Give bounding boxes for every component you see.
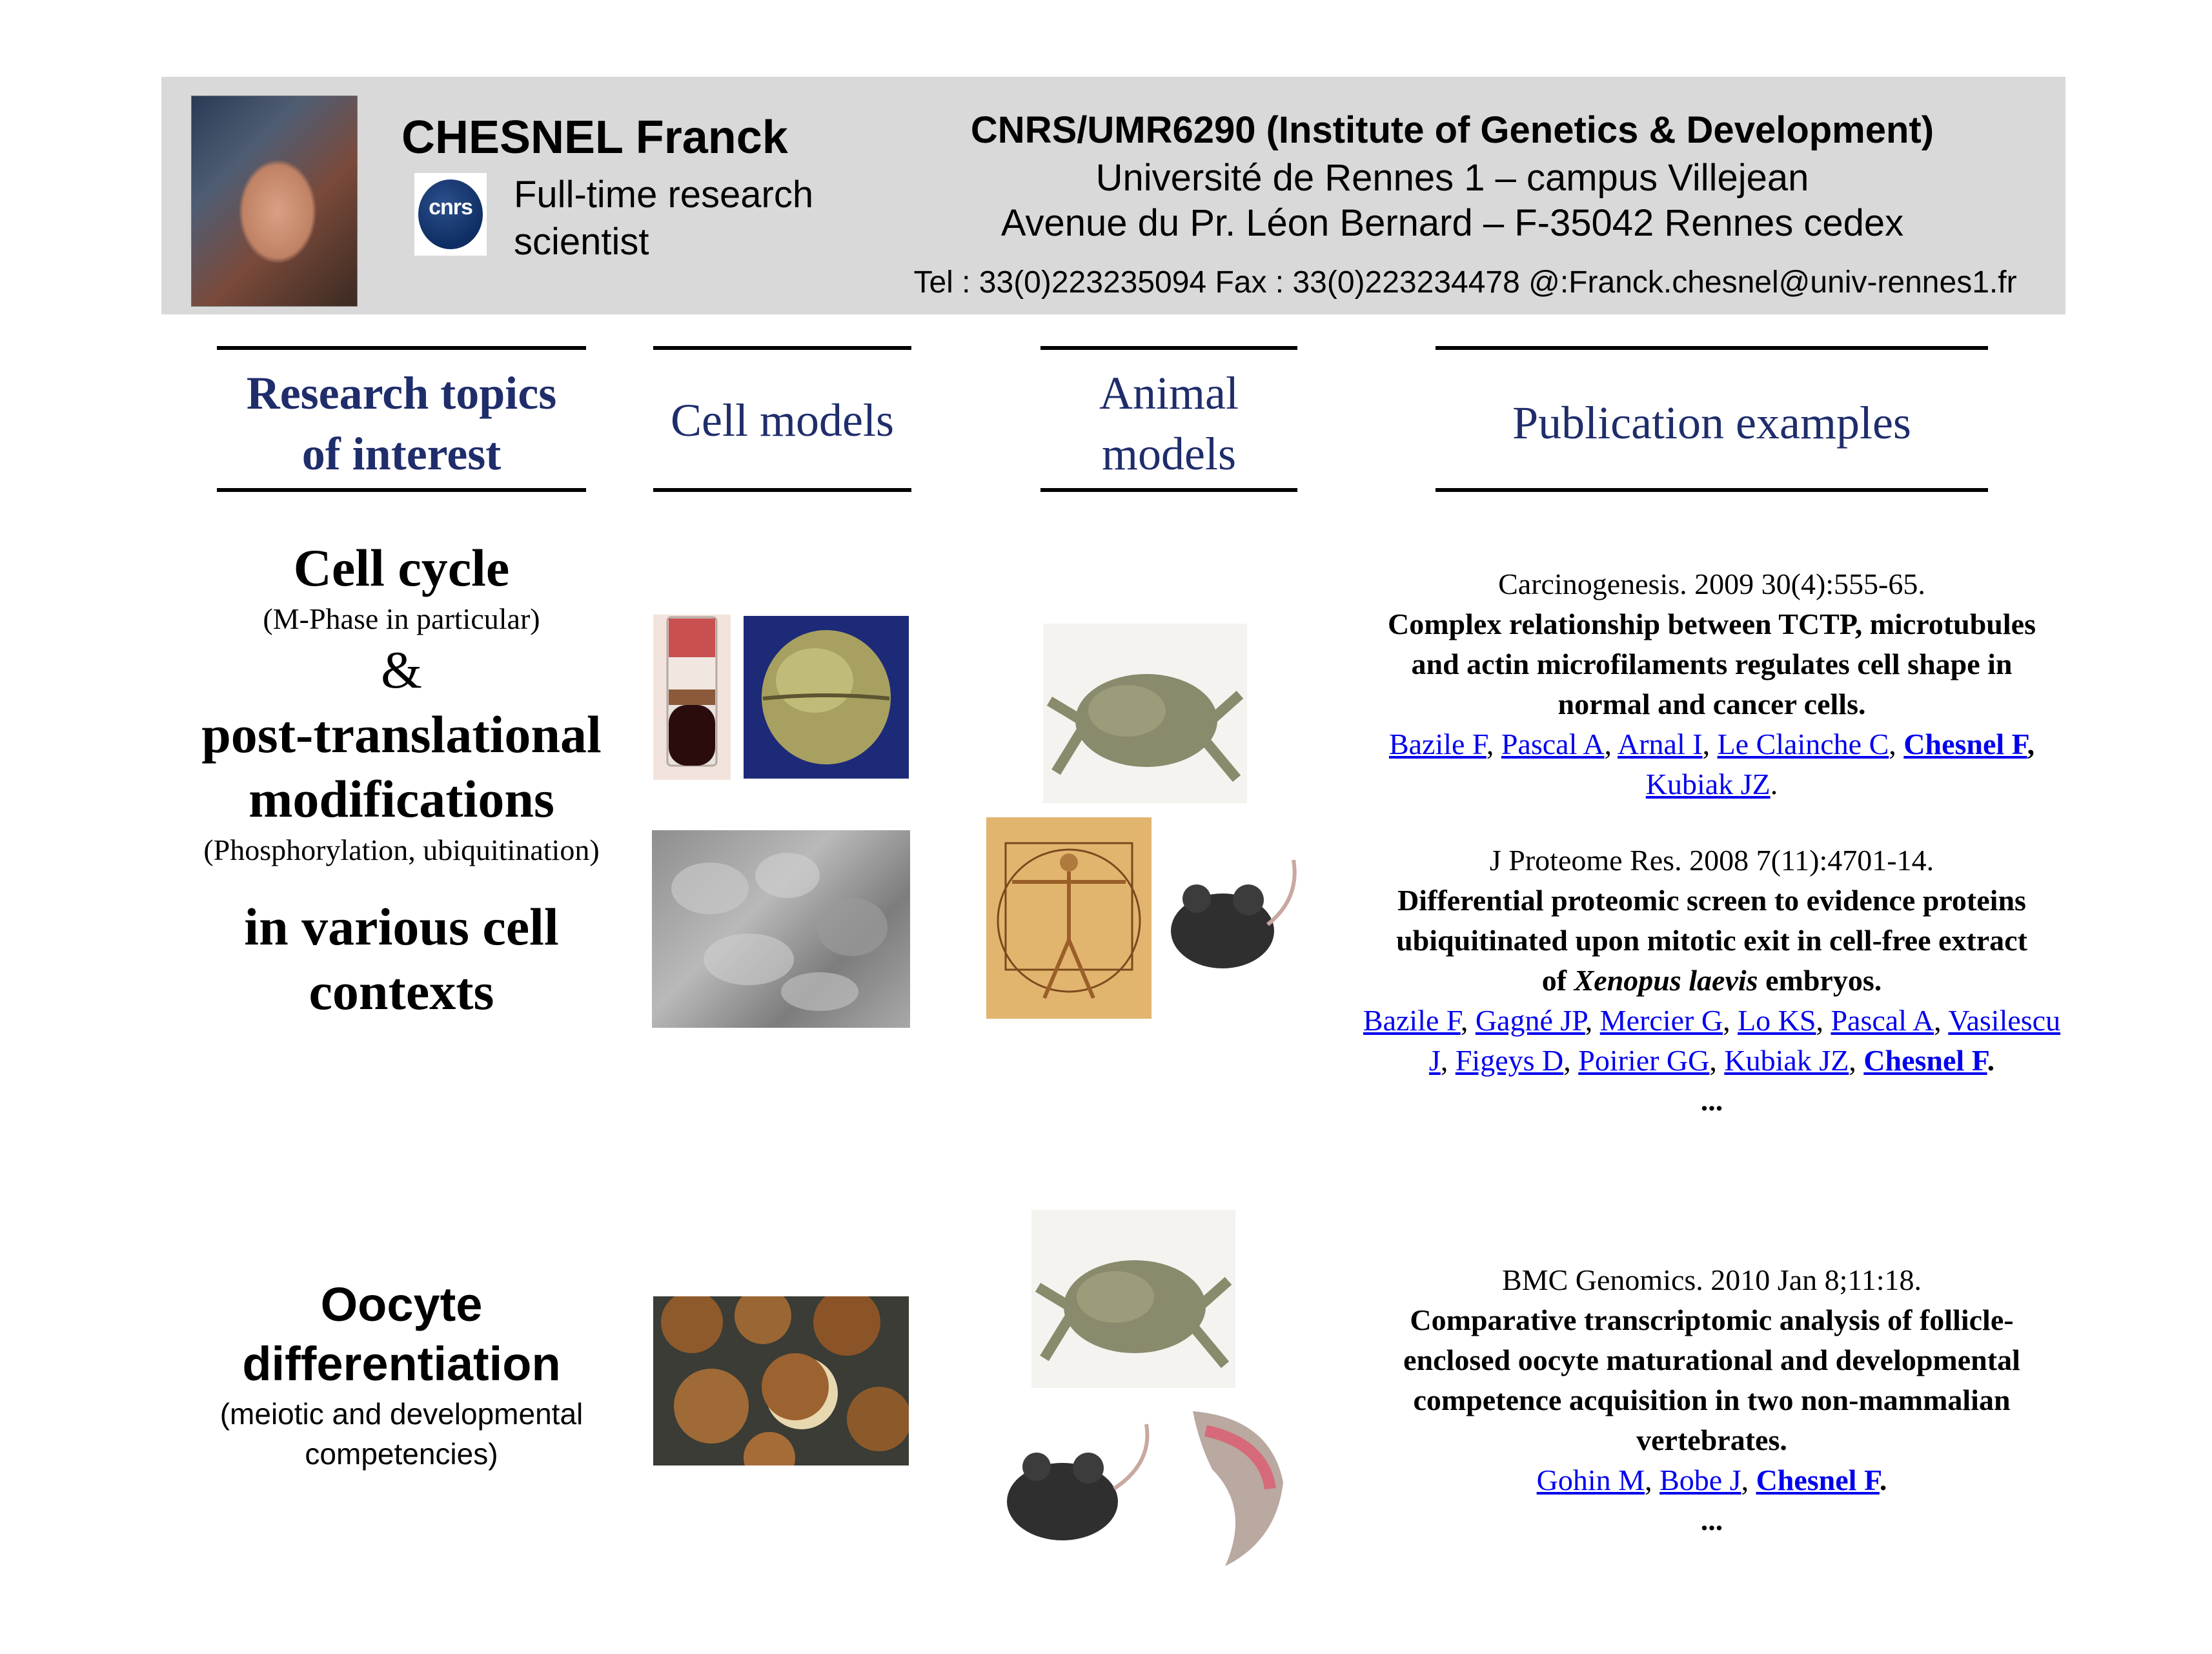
logo-text: cnrs [429,195,472,220]
column-header-animal-models [1020,363,1318,484]
publication-1: Carcinogenesis. 2009 30(4):555-65. Complex relationship between TCTP, microtubules and actin microfilaments regulates cell shape in normal and cancer cells. Bazile F, Pascal A, Arnal I, Le Clainche C, Chesnel F, Kubiak JZ. [1332,564,2091,804]
job-title-line2: scientist [514,221,649,263]
job-title [514,171,849,265]
topic-title-line: Oocyte [320,1278,483,1331]
header-rule [217,346,586,350]
publication-title-line: enclosed oocyte maturational and developmental [1403,1343,2020,1376]
publication-3 [1332,1260,2091,1540]
author-link[interactable]: Kubiak JZ [1645,768,1771,801]
mouse-image-2 [991,1405,1163,1560]
contact-info: Tel : 33(0)223235094 Fax : 33(0)223234478 @:Franck.chesnel@univ-rennes1.fr [913,265,2017,300]
publication-authors: Bazile F, Pascal A, Arnal I, Le Clainche C, Chesnel F, [1388,728,2035,761]
author-link[interactable]: Gohin M [1536,1464,1645,1496]
more-ellipsis: ... [1700,1504,1723,1537]
topic-title-line: modifications [249,770,554,828]
trout-image [1173,1392,1303,1574]
header-rule [1040,346,1297,350]
author-link[interactable]: Poirier GG [1578,1044,1710,1077]
person-name: CHESNEL Franck [401,112,788,163]
author-link[interactable]: Bazile F [1363,1004,1461,1037]
author-link[interactable]: Mercier G [1599,1004,1723,1037]
mouse-image [1152,847,1309,990]
header-rule [1436,488,1988,492]
author-link[interactable]: Vasilescu [1948,1004,2061,1037]
topic-subtitle: competencies) [305,1437,498,1471]
author-link[interactable]: Gagné JP [1475,1004,1585,1037]
institute-name: CNRS/UMR6290 (Institute of Genetics & Development) [970,109,1934,151]
cnrs-logo [414,173,487,256]
author-link[interactable]: J [1428,1044,1441,1077]
author-link[interactable]: Bazile F [1388,728,1487,761]
column-header-cell-models: Cell models [671,394,894,446]
author-link[interactable]: Bobe J [1659,1464,1741,1496]
topic-title-line: contexts [309,962,494,1021]
publication-title-line: vertebrates. [1636,1424,1787,1456]
topic-subtitle: (meiotic and developmental [219,1397,583,1431]
author-link[interactable]: Pascal A [1501,728,1605,761]
publication-title-line: Differential proteomic screen to evidence proteins [1397,884,2026,917]
publication-2: J Proteome Res. 2008 7(11):4701-14. Differential proteomic screen to evidence proteins ubiquitinated upon mitotic exit in cell-free extract of Xenopus laevis embryos. Bazile F, Gagné JP, Mercier G, Lo KS, Pascal A, Vasilescu J, Figeys D, Poirier GG, Kubiak JZ, Chesnel F. ... [1332,841,2091,1121]
publication-title-line: and actin microfilaments regulates cell shape in [1411,648,2013,680]
column-header-line: models [1102,428,1236,480]
publication-title-line: normal and cancer cells. [1558,688,1866,720]
header-rule [653,488,911,492]
publication-title-line: Complex relationship between TCTP, microtubules [1388,607,2036,640]
header-rule [1040,488,1297,492]
author-link[interactable]: Pascal A [1831,1004,1934,1037]
column-header-research [194,363,609,484]
topic-subtitle: (Phosphorylation, ubiquitination) [203,833,600,866]
author-link[interactable]: Arnal I [1618,728,1703,761]
publication-authors: Bazile F, Gagné JP, Mercier G, Lo KS, Pascal A, Vasilescu [1363,1004,2061,1037]
publication-title-line: ubiquitinated upon mitotic exit in cell-free extract [1396,924,2027,957]
publication-journal: Carcinogenesis. 2009 30(4):555-65. [1498,567,1925,600]
centrifuge-tube-image [653,615,731,780]
column-header-publications: Publication examples [1512,397,1911,449]
university-name: Université de Rennes 1 – campus Villejean [1095,157,1809,199]
author-link[interactable]: Lo KS [1738,1004,1816,1037]
xenopus-frog-image-2 [1031,1210,1235,1388]
author-link-self[interactable]: Chesnel F [1756,1464,1880,1496]
author-link[interactable]: Kubiak JZ [1724,1044,1849,1077]
publication-journal: BMC Genomics. 2010 Jan 8;11:18. [1502,1263,1922,1296]
job-title-line1: Full-time research [514,174,814,216]
topic-title-line: in various cell [244,897,559,956]
publication-title-line: Comparative transcriptomic analysis of follicle- [1410,1303,2014,1336]
topic-subtitle: (M-Phase in particular) [263,602,540,635]
topic-title-line: post-translational [201,705,602,764]
xenopus-frog-image [1043,624,1247,803]
author-link-self[interactable]: Chesnel F [1863,1044,1987,1077]
publication-title-line: competence acquisition in two non-mammalian [1413,1383,2011,1416]
header-rule [1436,346,1988,350]
column-header-line: of interest [301,428,502,480]
topic-title-line: differentiation [242,1337,561,1391]
column-header-line: Research topics [246,367,557,419]
author-link-self[interactable]: Chesnel F [1903,728,2027,761]
cultured-cells-image [652,830,910,1028]
topic-title: Cell cycle [293,538,510,597]
topic-cell-cycle [161,536,642,1024]
vitruvian-man-image [986,817,1152,1019]
header-rule [653,346,911,350]
publication-journal: J Proteome Res. 2008 7(11):4701-14. [1489,844,1934,877]
more-ellipsis: ... [1700,1084,1723,1117]
author-link[interactable]: Figeys D [1455,1044,1564,1077]
topic-oocyte [161,1275,642,1474]
author-link[interactable]: Le Clainche C [1717,728,1889,761]
column-header-line: Animal [1099,367,1239,419]
profile-photo [191,96,358,307]
embryo-image [744,616,909,779]
publication-authors: Gohin M, Bobe J, Chesnel F. [1536,1464,1887,1496]
oocytes-image [653,1296,909,1465]
header-rule [217,488,586,492]
postal-address: Avenue du Pr. Léon Bernard – F-35042 Rennes cedex [1000,202,1904,244]
ampersand: & [381,640,422,699]
publication-title-line: of Xenopus laevis embryos. [1541,964,1882,997]
